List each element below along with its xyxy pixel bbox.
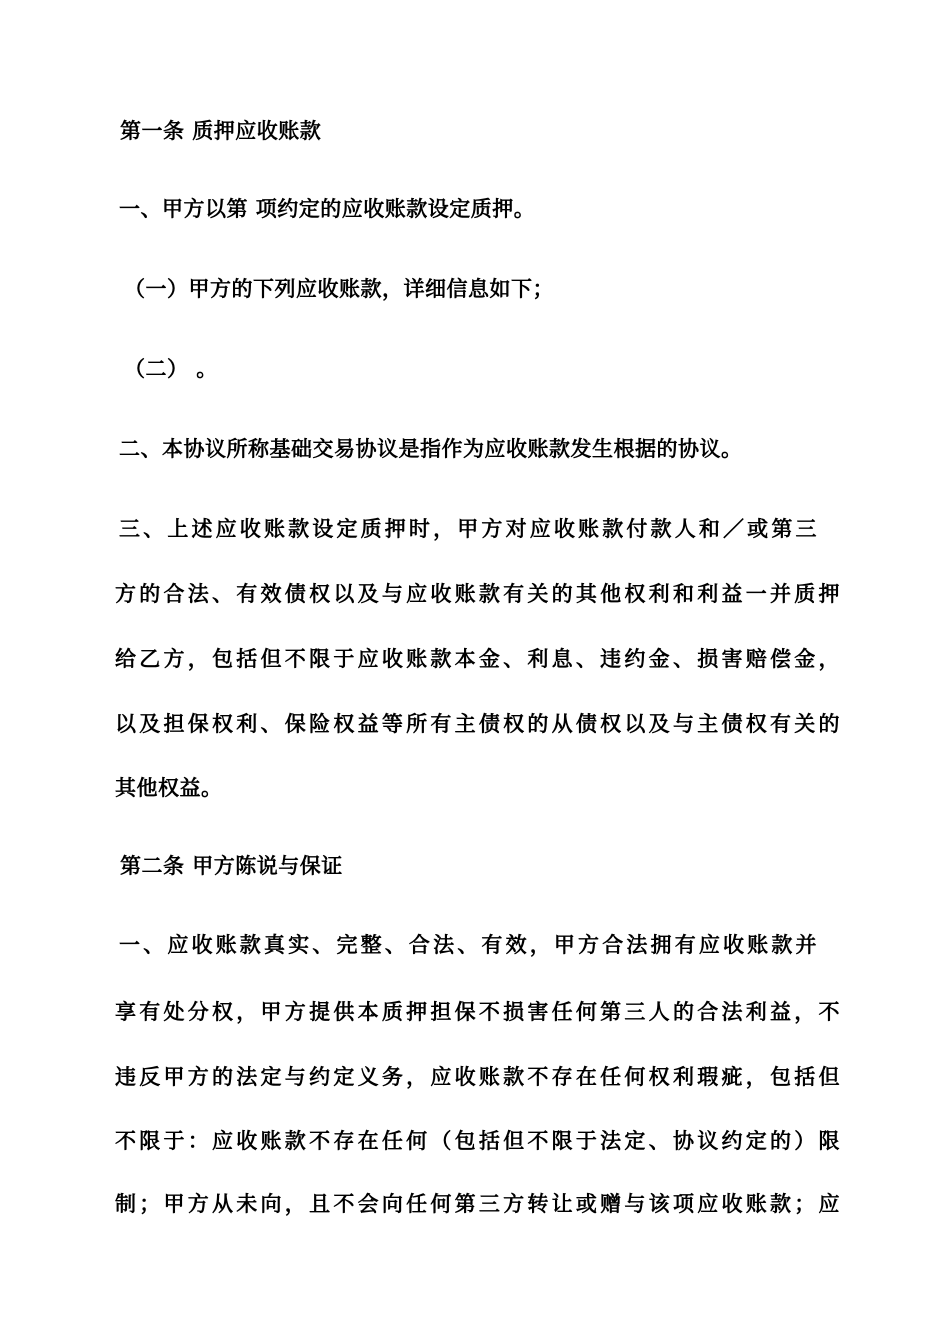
article2-clause1-line: 享有处分权，甲方提供本质押担保不损害任何第三人的合法利益，不 [115,1000,840,1024]
article1-clause1: 一、甲方以第 项约定的应收账款设定质押。 [119,197,536,221]
article2-clause1-line: 违反甲方的法定与约定义务，应收账款不存在任何权利瑕疵，包括但 [115,1065,840,1089]
article1-clause3-line: 以及担保权利、保险权益等所有主债权的从债权以及与主债权有关的 [115,712,840,736]
article1-clause2: 二、本协议所称基础交易协议是指作为应收账款发生根据的协议。 [119,437,743,461]
article2-clause1-line: 不限于：应收账款不存在任何（包括但不限于法定、协议约定的）限 [115,1129,840,1153]
article1-clause3-line: 给乙方，包括但不限于应收账款本金、利息、违约金、损害赔偿金， [115,647,840,671]
article1-item2: （二） 。 [124,357,218,381]
article1-clause3-line: 三、上述应收账款设定质押时，甲方对应收账款付款人和／或第三 [119,517,817,541]
article1-clause3-line: 其他权益。 [115,776,223,800]
article1-title: 第一条 质押应收账款 [120,119,322,143]
article2-clause1-line: 一、应收账款真实、完整、合法、有效，甲方合法拥有应收账款并 [119,933,817,957]
article1-item1: （一）甲方的下列应收账款，详细信息如下； [124,277,554,301]
article1-clause3-line: 方的合法、有效债权以及与应收账款有关的其他权利和利益一并质押 [115,582,840,606]
article2-title: 第二条 甲方陈说与保证 [120,854,343,878]
article2-clause1-line: 制；甲方从未向，且不会向任何第三方转让或赠与该项应收账款；应 [115,1192,840,1216]
